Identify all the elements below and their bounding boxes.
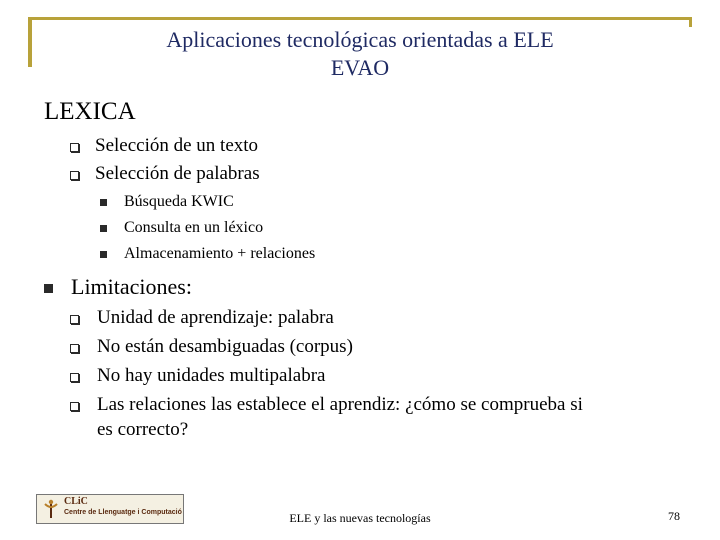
filled-square-icon — [100, 199, 107, 206]
hollow-square-icon — [70, 402, 79, 411]
limitations-colon: : — [185, 274, 192, 299]
slide-title — [0, 26, 720, 82]
list-item-label: No están desambiguadas (corpus) — [97, 336, 353, 357]
hollow-square-icon — [70, 344, 79, 353]
section-heading: LEXICA — [44, 98, 136, 125]
filled-square-icon — [44, 284, 53, 293]
frame-top-bar — [28, 17, 692, 20]
hollow-square-icon — [70, 171, 79, 180]
list-item-label: Unidad de aprendizaje: palabra — [97, 307, 334, 328]
list-item-label: Almacenamiento + relaciones — [124, 245, 316, 262]
footer-text: ELE y las nuevas tecnologías — [289, 511, 431, 525]
filled-square-icon — [100, 251, 107, 258]
slide-title-line1: Aplicaciones tecnológicas orientadas a ELE — [166, 27, 554, 52]
list-item-label: Consulta en un léxico — [124, 219, 264, 236]
list-item-label: Las relaciones las establece el aprendiz: ¿cómo se comprueba si — [97, 394, 583, 415]
list-item-label: Selección de un texto — [95, 135, 259, 156]
slide-title-line2: EVAO — [330, 55, 390, 80]
hollow-square-icon — [70, 315, 79, 324]
list-item-label: Búsqueda KWIC — [124, 193, 234, 210]
list-item-label: es correcto? — [97, 419, 189, 440]
logo-name: CLiC — [64, 496, 88, 507]
hollow-square-icon — [70, 143, 79, 152]
limitations-label: Limitaciones — [71, 274, 186, 299]
list-item-label: No hay unidades multipalabra — [97, 365, 326, 386]
page-number: 78 — [668, 509, 680, 523]
logo-subtitle: Centre de Llenguatge i Computació — [64, 509, 182, 516]
filled-square-icon — [100, 225, 107, 232]
list-item-label: Selección de palabras — [95, 163, 260, 184]
hollow-square-icon — [70, 373, 79, 382]
